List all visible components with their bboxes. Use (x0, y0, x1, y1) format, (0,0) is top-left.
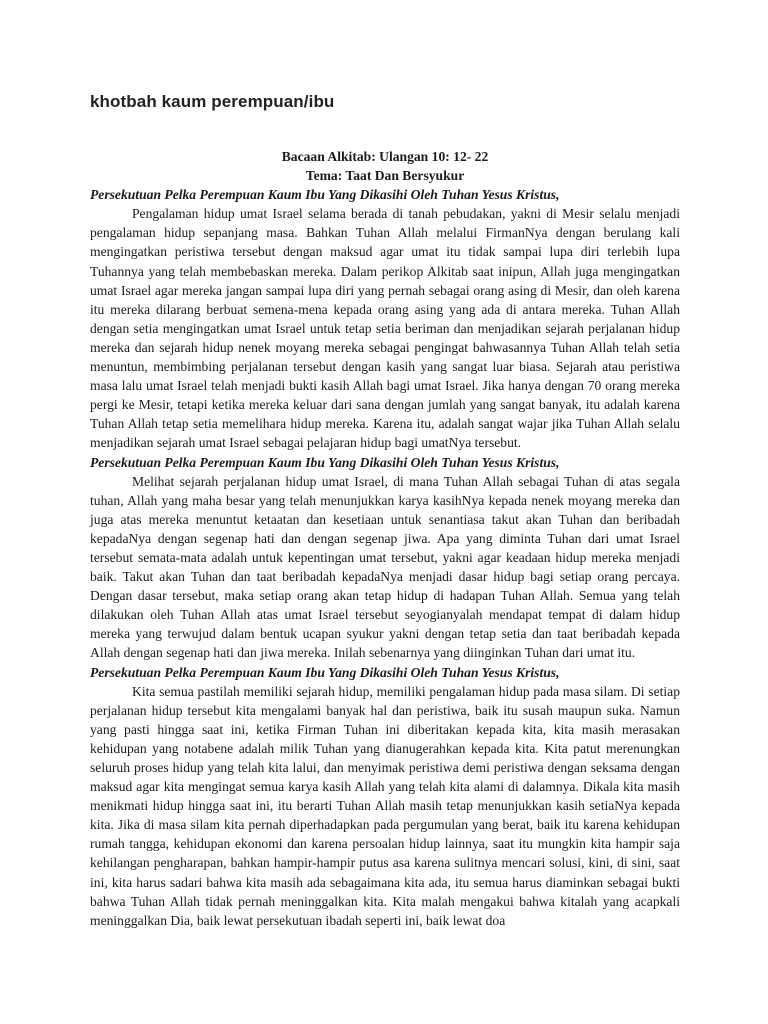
document-title: khotbah kaum perempuan/ibu (90, 92, 335, 111)
section-greeting: Persekutuan Pelka Perempuan Kaum Ibu Yang Dikasihi Oleh Tuhan Yesus Kristus, (90, 664, 560, 680)
section-paragraph: Pengalaman hidup umat Israel selama berada di tanah pebudakan, yakni di Mesir selalu menjadi pengalaman hidup sepanjang masa. Bahkan Tuhan Allah melalui FirmanNya dengan berulang kali mengingatkan peristiwa tersebut dengan maksud agar umat itu tidak sampai lupa diri terlebih lupa Tuhannya yang telah membebaskan mereka. Dalam perikop Alkitab saat inipun, Allah juga mengingatkan umat Israel agar mereka jangan sampai lupa diri yang pernah sebagai orang asing di Mesir, dan oleh karena itu mereka dilarang berbuat semena-mena kepada orang asing yang ada di antara mereka. Tuhan Allah dengan setia mengingatkan umat Israel untuk tetap setia beriman dan menjadikan sejarah perjalanan hidup mereka dan sejarah hidup nenek moyang mereka sebagai pengingat bahwasannya Tuhan Allah telah setia menuntun, membimbing perjalanan tersebut dengan kasih yang sangat luar biasa. Sejarah atau peristiwa masa lalu umat Israel telah menjadi bukti kasih Allah bagi umat Israel. Jika hanya dengan 70 orang mereka pergi ke Mesir, tetapi ketika mereka keluar dari sana dengan jumlah yang sangat banyak, itu adalah karena Tuhan Allah tetap setia memelihara hidup mereka. Karena itu, adalah sangat wajar jika Tuhan Allah selalu menjadikan sejarah umat Israel sebagai pelajaran hidup bagi umatNya tersebut. (90, 206, 680, 451)
theme-heading: Tema: Taat Dan Bersyukur (305, 168, 465, 184)
document-body (90, 147, 680, 930)
section-paragraph: Kita semua pastilah memiliki sejarah hidup, memiliki pengalaman hidup pada masa silam. Di setiap perjalanan hidup tersebut kita mengalami banyak hal dan peristiwa, baik itu susah maupun suka. Namun yang pasti hingga saat ini, ketika Firman Tuhan ini diberitakan kepada kita, kita masih merasakan kehidupan yang notabene adalah milik Tuhan yang dianugerahkan kepada kita. Kita patut merenungkan seluruh proses hidup yang telah kita lalui, dan menyimak peristiwa demi peristiwa dengan seksama dengan maksud agar kita mengingat semua karya kasih Allah yang telah kita alami di dalamnya. Dikala kita masih menikmati hidup hingga saat ini, itu berarti Tuhan Allah masih tetap menunjukkan kasih setiaNya kepada kita. Jika di masa silam kita pernah diperhadapkan pada pergumulan yang berat, baik itu karena kehidupan rumah tangga, kehidupan ekonomi dan karena persoalan hidup lainnya, saat itu mungkin kita hampir saja kehilangan pengharapan, bahkan hampir-hampir putus asa karena sulitnya mencari solusi, kini, di sini, saat ini, kita harus sadari bahwa kita masih ada sebagaimana kita ada, itu semua harus diaminkan sebagai bukti bahwa Tuhan Allah tidak pernah meninggalkan kita. Kita malah mengakui bahwa kitalah yang acapkali meninggalkan Dia, baik lewat persekutuan ibadah seperti ini, baik lewat doa (90, 683, 680, 928)
section-greeting: Persekutuan Pelka Perempuan Kaum Ibu Yang Dikasihi Oleh Tuhan Yesus Kristus, (90, 454, 560, 470)
bible-reading-heading: Bacaan Alkitab: Ulangan 10: 12- 22 (281, 149, 489, 164)
section-paragraph: Melihat sejarah perjalanan hidup umat Israel, di mana Tuhan Allah sebagai Tuhan di atas segala tuhan, Allah yang maha besar yang telah menunjukkan karya kasihNya kepada nenek moyang mereka dan juga atas mereka menuntut ketaatan dan kesetiaan untuk senantiasa takut akan Tuhan dan beribadah kepadaNya dengan segenap hati dan dengan segenap jiwa. Apa yang diminta Tuhan dari umat Israel tersebut semata-mata adalah untuk kepentingan umat tersebut, yakni agar keadaan hidup mereka menjadi baik. Takut akan Tuhan dan taat beribadah kepadaNya menjadi dasar hidup bagi setiap orang percaya. Dengan dasar tersebut, maka setiap orang akan tetap hidup di hadapan Tuhan Allah. Semua yang telah dilakukan oleh Tuhan Allah atas umat Israel tersebut seyogianyalah mendapat tempat di dalam hidup mereka yang terwujud dalam bentuk ucapan syukur yakni dengan tetap setia dan taat beribadah kepada Allah dengan segenap hati dan jiwa mereka. Inilah sebenarnya yang diinginkan Tuhan dari umat itu. (90, 473, 680, 661)
section-greeting: Persekutuan Pelka Perempuan Kaum Ibu Yang Dikasihi Oleh Tuhan Yesus Kristus, (90, 187, 560, 203)
